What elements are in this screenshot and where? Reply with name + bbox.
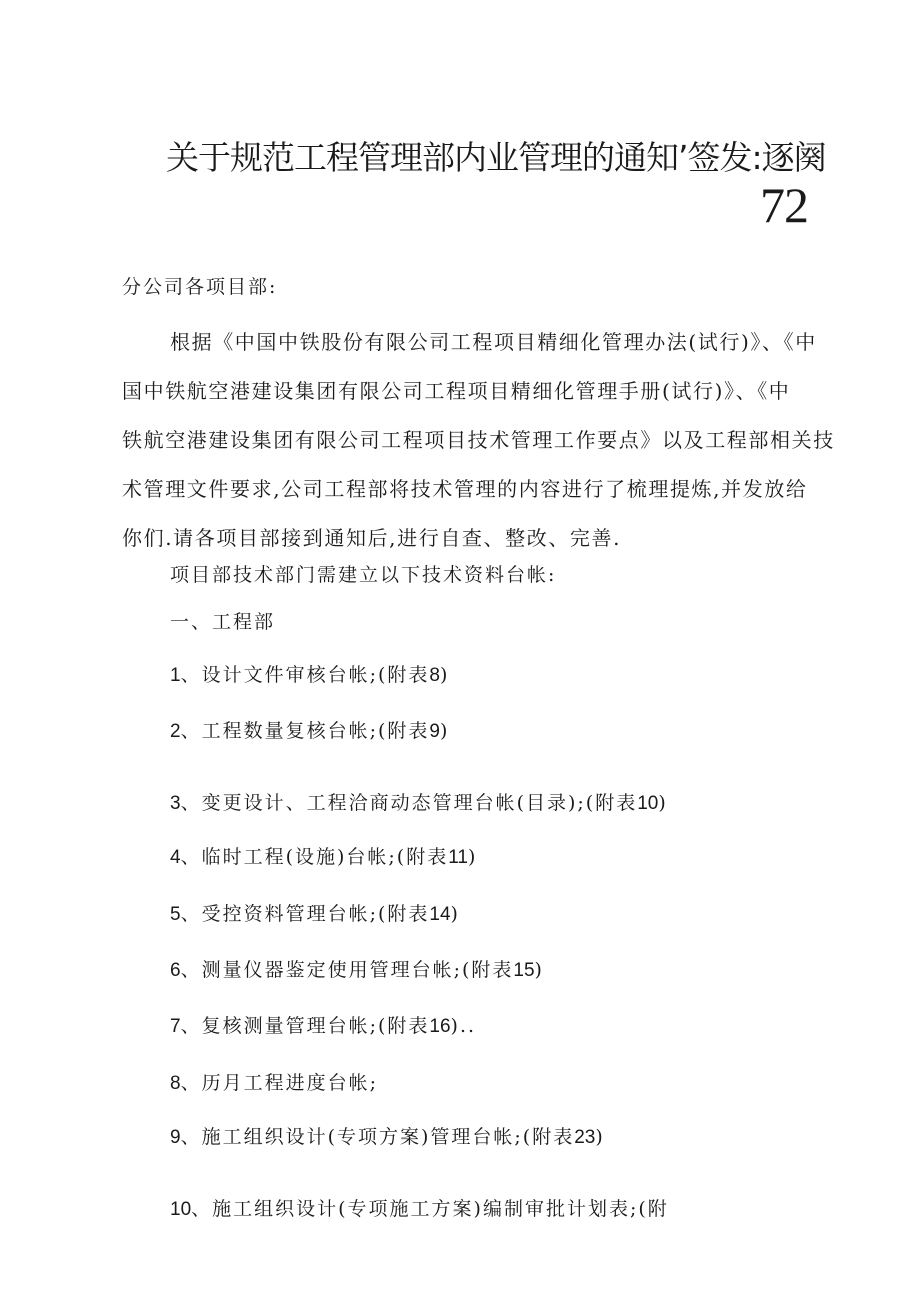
list-item-text: 、施工组织设计(专项方案)管理台帐;(附表: [180, 1126, 575, 1148]
list-item-number: 4: [170, 847, 181, 868]
document-title: 关于规范工程管理部内业管理的通知’签发:逐阕: [166, 138, 826, 177]
paragraph-line: 术管理文件要求,公司工程部将技术管理的内容进行了梳理提炼,并发放给: [122, 477, 808, 501]
list-item-text: 、工程数量复核台帐;(附表: [180, 720, 430, 742]
list-item: [170, 1068, 378, 1095]
list-item-text: 、设计文件审核台帐;(附表: [180, 664, 430, 686]
list-item-number: 10: [170, 1199, 192, 1220]
list-item-tail: ): [595, 1126, 605, 1148]
list-item-ref: 9: [429, 721, 440, 742]
list-item-number: 8: [170, 1073, 181, 1094]
list-item-tail: )..: [450, 1015, 477, 1037]
list-item-ref: 10: [637, 793, 659, 814]
list-item-number: 6: [170, 960, 181, 981]
list-item-number: 7: [170, 1016, 181, 1037]
list-item: [170, 660, 449, 687]
list-item-number: 1: [170, 665, 181, 686]
list-item: [170, 1122, 605, 1149]
intro-line: 项目部技术部门需建立以下技术资料台帐:: [170, 564, 557, 586]
list-item-number: 5: [170, 904, 181, 925]
list-item-text: 、施工组织设计(专项施工方案)编制审批计划表;(附: [191, 1198, 669, 1220]
list-item: [170, 955, 544, 982]
list-item: [170, 788, 668, 815]
list-item-ref: 14: [429, 904, 451, 925]
list-item-text: 、测量仪器鉴定使用管理台帐;(附表: [180, 959, 514, 981]
list-item-number: 3: [170, 793, 181, 814]
list-item-tail: ): [450, 903, 460, 925]
list-item-ref: 16: [429, 1016, 451, 1037]
list-item-tail: ): [439, 664, 450, 686]
section-heading: 一、工程部: [170, 611, 276, 633]
list-item-tail: ): [467, 846, 478, 868]
list-item-tail: ): [658, 792, 668, 814]
body-paragraph: [122, 318, 842, 563]
list-item-ref: 23: [574, 1127, 596, 1148]
list-item: [170, 1011, 476, 1038]
list-item-number: 2: [170, 721, 181, 742]
list-item-tail: ): [534, 959, 544, 981]
list-item-tail: ): [439, 720, 450, 742]
list-item: [170, 899, 460, 926]
paragraph-line: 铁航空港建设集团有限公司工程项目技术管理工作要点》以及工程部相关技: [122, 428, 835, 452]
paragraph-line: 根据《中国中铁股份有限公司工程项目精细化管理办法(试行)》、《中: [170, 330, 817, 354]
list-item-text: 、临时工程(设施)台帐;(附表: [180, 846, 449, 868]
document-title-number: 72: [760, 177, 808, 233]
paragraph-line: 国中铁航空港建设集团有限公司工程项目精细化管理手册(试行)》、《中: [122, 379, 791, 403]
list-item-text: 、受控资料管理台帐;(附表: [180, 903, 430, 925]
list-item-number: 9: [170, 1127, 181, 1148]
salutation: 分公司各项目部:: [122, 276, 278, 298]
list-item: [170, 1194, 669, 1221]
list-item-ref: 8: [429, 665, 440, 686]
list-item-text: 、复核测量管理台帐;(附表: [180, 1015, 430, 1037]
list-item-text: 、变更设计、工程洽商动态管理台帐(目录);(附表: [180, 792, 638, 814]
list-item-ref: 15: [513, 960, 535, 981]
list-item-ref: 11: [448, 847, 468, 868]
paragraph-line: 你们.请各项目部接到通知后,进行自查、整改、完善.: [122, 526, 622, 550]
list-item: [170, 716, 449, 743]
list-item-text: 、历月工程进度台帐;: [180, 1072, 378, 1094]
list-item: [170, 842, 477, 869]
